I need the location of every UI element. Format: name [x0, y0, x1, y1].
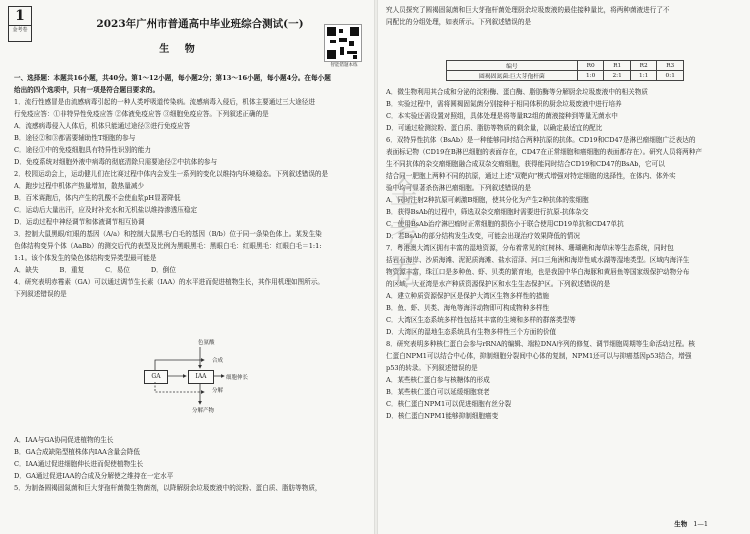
- question-4-stem: 4．研究表明赤霉素（GA）可以通过调节生长素（IAA）的水平进而促进植物生长，其作用机理如图所示。: [14, 278, 324, 286]
- table-row: [447, 71, 684, 81]
- subject-heading: 生 物: [159, 44, 201, 55]
- question-2-option: C．运动后大量出汗，应及时补充水和无机盐以维持渗透压稳定: [14, 206, 198, 214]
- question-1-option: B．途径②和③都需要辅助性T细胞的参与: [14, 134, 136, 142]
- question-7-stem: 括岩石海岸、沙质海滩、泥泥质海滩、盐水沼泽、河口三角洲和海岸性咸水湖等湿地类型。区域内海洋生: [386, 256, 690, 264]
- question-7-stem: 的区域，大亚湾是水产种质资源保护区和水生生态保护区。下列叙述错误的是: [386, 280, 611, 288]
- question-2-option: A．跑步过程中机体产热量增加，散热量减少: [14, 182, 145, 190]
- question-1-option: C．途径①中的免疫细胞具有特异性识别的能力: [14, 146, 151, 154]
- question-7-stem: 物资源丰富，珠江口是多种鱼、虾、贝类的繁育地，也是我国中华白海豚和黄唇鱼等国家级保护动物分布: [386, 268, 690, 276]
- question-7-option: A．建立种质资源保护区是保护大湾区生物多样性的措施: [386, 292, 550, 300]
- question-3-stem: 色体结构变异个体（AaBb）的测交后代的表型及比例为黑眼黑毛：黑眼白毛：红眼黑毛：红眼白毛＝1:1:: [14, 242, 322, 250]
- question-4-stem: 下列叙述错误的是: [14, 290, 67, 298]
- diagram-precursor-label: 色氨酸: [198, 340, 215, 346]
- table-header-row: [447, 61, 684, 71]
- question-6-stem: 生不同抗体的杂交瘤细胞融合成双杂交瘤细胞，获得能同时结合CD19和CD47的BsAb，它可以: [386, 160, 665, 168]
- ga-iaa-diagram: [140, 336, 290, 426]
- question-6-stem: 表面标记物（CD19在B淋巴细胞的表面存在，CD47在正常细胞和癌细胞的表面都存在）。研究人员将两种产: [386, 148, 702, 156]
- diagram-ga-box: GA: [144, 370, 168, 384]
- paper-badge: [8, 6, 32, 42]
- question-6-option: D．若BsAb的部分结构发生改变，可能会出现治疗效果降低的情况: [386, 232, 580, 240]
- table-cell: 1:1: [630, 71, 657, 81]
- instructions-line: 给出的四个选项中，只有一项是符合题目要求的。: [14, 86, 160, 94]
- question-7-stem: 7．粤港澳大湾区拥有丰富的湿地资源，分布着常见的红树林、珊瑚礁和海草床等生态系统，同时包: [386, 244, 674, 252]
- question-2-option: B．百米赛跑后，体内产生的乳酸不会使血浆pH显著降低: [14, 194, 181, 202]
- question-6-option: A．同时注射2种抗原可刺激B细胞，使其分化为产生2种抗体的浆细胞: [386, 196, 589, 204]
- table-header-cell: 编号: [447, 61, 578, 71]
- question-5-option: B．实验过程中，需将圆褐固氮菌分别接种于相同体积的厨余垃圾废液中进行培养: [386, 100, 622, 108]
- question-5-stem: 同配比的分组处理，如表所示。下列叙述错误的是: [386, 18, 532, 26]
- question-5-option: A．微生物利用其合成和分泌的淀粉酶、蛋白酶、脂肪酶等分解厨余垃圾废液中的相关物质: [386, 88, 648, 96]
- table-header-cell: R3: [657, 61, 684, 71]
- instructions-line: 一、选择题：本题共16小题，共40分。第1～12小题，每小题2分；第13～16小题，每小题4分。在每小题: [14, 74, 331, 82]
- badge-number: 1: [15, 8, 25, 24]
- diagram-growth-label: 细胞伸长: [226, 375, 249, 381]
- question-6-stem: 验中均可显著杀伤淋巴瘤细胞。下列叙述错误的是: [386, 184, 532, 192]
- question-6-stem: 6．双特异性抗体（BsAb）是一种能够同时结合两种抗原的抗体。CD19和CD47是淋巴瘤细胞广泛表达的: [386, 136, 696, 144]
- question-1-stem: 1．流行性感冒是由流感病毒引起的一种人类呼吸道传染病。流感病毒入侵后，机体主要通过三大途径进: [14, 98, 315, 106]
- watermark-stamp: 金考卷: [389, 176, 419, 291]
- qr-caption: 智能错题本练: [330, 63, 358, 68]
- question-6-stem: 结合同一肥胞上两种不同的抗原，通过上述"双靶向"模式增强对特定细胞的选择性，在体内、体外实: [386, 172, 676, 180]
- inoculation-ratio-table: [446, 60, 684, 81]
- badge-text: 金考卷: [9, 25, 31, 34]
- question-3-options: A．缺失 B．重复 C．易位 D．倒位: [14, 266, 176, 274]
- right-question-block: [386, 86, 744, 422]
- qr-code-icon: [324, 24, 362, 62]
- footer-page-number: 1—1: [693, 520, 708, 528]
- diagram-iaa-box: IAA: [188, 370, 214, 384]
- question-8-stem: 仁蛋白NPM1可以结合中心体，抑制细胞分裂间中心体的复制，NPM1还可以与抑癌基因p53结合，增强: [386, 352, 692, 360]
- question-8-stem: p53的转录。下列叙述错误的是: [386, 364, 478, 372]
- table-header-cell: R1: [604, 61, 631, 71]
- question-5-stem: 究人员探究了圆褐固氮菌和巨大芽孢杆菌处理厨余垃圾废液的最佳接种量比，将两种菌液进行了不: [386, 6, 670, 14]
- question-3-stem: 1:1。该个体发生的染色体结构变异类型最可能是: [14, 254, 157, 262]
- question-1-option: A．流感病毒侵入人体后，机体只能通过途径③进行免疫应答: [14, 122, 191, 130]
- question-5-option: D．可通过检测淀粉、蛋白质、脂肪等物质的剩余量，以确定最适宜的配比: [386, 124, 603, 132]
- diagram-arrows: [140, 336, 290, 426]
- question-5-option: C．本实验还需设置对照组，具体处理是将等量R2组的菌液接种到等量无菌水中: [386, 112, 618, 120]
- table-header-cell: R2: [630, 61, 657, 71]
- left-question-block-2: [14, 434, 368, 494]
- question-5-stem: 5．为制备圆褐固氮菌和巨大芽孢杆菌微生物菌剂，以降解厨余垃圾废液中的淀粉、蛋白质、脂肪等物质，: [14, 484, 322, 492]
- right-page: [378, 0, 750, 534]
- question-8-option: B．某些核仁蛋白可以延缓细胞衰老: [386, 388, 490, 396]
- question-1-stem: 行免疫应答：①非特异性免疫应答 ②体液免疫应答 ③细胞免疫应答。下列叙述正确的是: [14, 110, 269, 118]
- diagram-decomposition-label: 分解: [212, 388, 224, 394]
- table-cell: 0:1: [657, 71, 684, 81]
- question-8-option: A．某些核仁蛋白参与核糖体的形成: [386, 376, 490, 384]
- left-question-block: [14, 72, 368, 300]
- exam-title: 2023年广州市普通高中毕业班综合测试(一): [96, 18, 304, 30]
- page-footer: [674, 519, 708, 528]
- table-cell: 1:0: [577, 71, 604, 81]
- question-3-stem: 3．控制大鼠黑眼/红眼的基因（A/a）和控制大鼠黑毛/白毛的基因（B/b）位于同一条染色体上。某发生染: [14, 230, 322, 238]
- table-cell: 圆褐固氮菌:巨大芽孢杆菌: [447, 71, 578, 81]
- table-cell: 2:1: [604, 71, 631, 81]
- right-q5-continued: [386, 4, 744, 28]
- diagram-synthesis-label: 合成: [212, 358, 224, 364]
- question-7-option: B．鱼、虾、贝类、海龟等海洋动物即可构成物种多样性: [386, 304, 550, 312]
- question-8-option: C．核仁蛋白NPM1可以促进细胞有丝分裂: [386, 400, 512, 408]
- question-1-option: D．免疫系统对细胞外液中病毒的彻底清除只需要途径②中抗体的参与: [14, 158, 218, 166]
- question-2-stem: 2．校园运动会上，运动健儿们在比赛过程中体内会发生一系列的变化以维持内环境稳态。下列叙述错误的是: [14, 170, 329, 178]
- table-header-cell: R0: [577, 61, 604, 71]
- question-7-option: D．大湾区的湿地生态系统具有生物多样性三个方面的价值: [386, 328, 557, 336]
- question-8-option: D．核仁蛋白NPM1能够抑制细胞癌变: [386, 412, 499, 420]
- question-7-option: C．大湾区生态系统多样性包括其丰富的生境和多样的群落类型等: [386, 316, 576, 324]
- footer-subject: 生物: [674, 520, 688, 528]
- question-2-option: D．运动过程中神经调节和体液调节相互协调: [14, 218, 145, 226]
- question-8-stem: 8．研究表明多种核仁蛋白会参与rRNA的编辑、端粒DNA序列的修复、调节细胞周期等生命活动过程。核: [386, 340, 696, 348]
- question-4-option: D．GA通过促进IAA的合成及分解使之维持在一定水平: [14, 472, 174, 480]
- question-4-option: C．IAA通过促进细胞伸长进而促使植物生长: [14, 460, 144, 468]
- question-6-option: B．获得BsAb的过程中，筛选双杂交瘤细胞时需要进行抗原-抗体杂交: [386, 208, 589, 216]
- question-4-option: A．IAA与GA协同促进植物的生长: [14, 436, 114, 444]
- question-6-option: C．使用BsAb治疗淋巴瘤时正常细胞的损伤小于联合使用CD19单抗和CD47单抗: [386, 220, 624, 228]
- diagram-products-label: 分解产物: [192, 408, 215, 414]
- question-4-option: B．GA合成缺陷型植株体内IAA含量会降低: [14, 448, 140, 456]
